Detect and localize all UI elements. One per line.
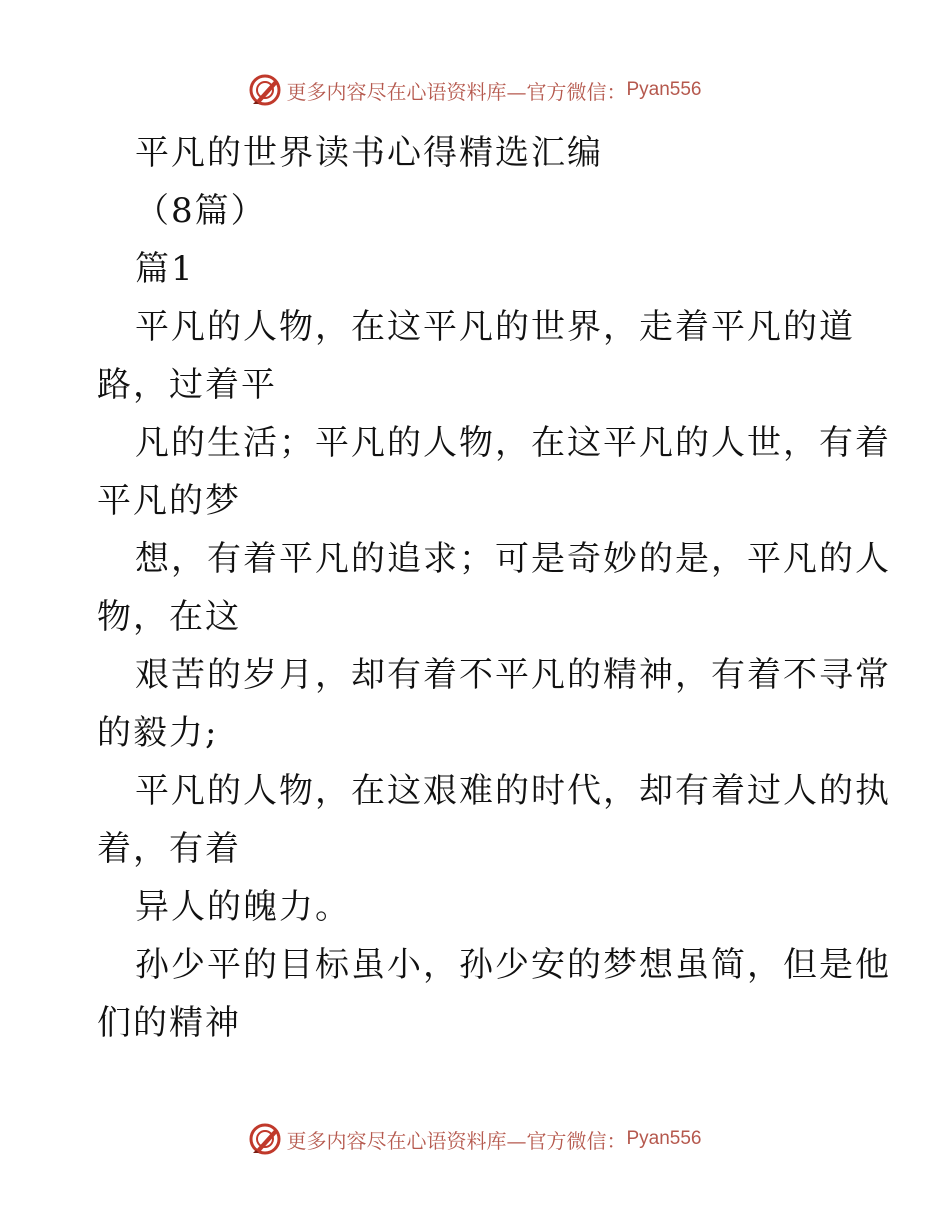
paragraph-line: 的毅力; (97, 713, 219, 753)
paragraph-line: 平凡的人物，在这平凡的世界，走着平凡的道 (135, 307, 855, 347)
header-banner-text: 更多内容尽在心语资料库—官方微信： (286, 79, 627, 104)
footer-wechat-id: Pyan556 (626, 1128, 702, 1149)
paragraph-line: 物，在这 (97, 597, 241, 637)
header-banner (0, 70, 950, 110)
paragraph-line: 凡的生活；平凡的人物，在这平凡的人世，有着 (135, 423, 891, 463)
paragraph-line: 平凡的人物，在这艰难的时代，却有着过人的执 (135, 771, 891, 811)
paragraph-line: 路，过着平 (97, 365, 277, 405)
paragraph-line: 着，有着 (97, 829, 241, 869)
doc-subtitle: （8篇） (135, 191, 267, 231)
paragraph-line: 想，有着平凡的追求；可是奇妙的是，平凡的人 (135, 539, 891, 579)
footer-banner (0, 1119, 950, 1159)
paragraph-line: 孙少平的目标虽小，孙少安的梦想虽简，但是他 (135, 945, 891, 985)
pen-logo-icon (248, 73, 282, 107)
paragraph-line: 平凡的梦 (97, 481, 241, 521)
paragraph-line: 们的精神 (97, 1003, 241, 1043)
pen-logo-icon (248, 1122, 282, 1156)
section-heading: 篇1 (135, 249, 195, 289)
paragraph-line: 艰苦的岁月，却有着不平凡的精神，有着不寻常 (135, 655, 891, 695)
paragraph-line: 异人的魄力。 (135, 887, 351, 927)
header-wechat-id: Pyan556 (626, 79, 702, 100)
footer-banner-text: 更多内容尽在心语资料库—官方微信： (286, 1128, 627, 1153)
doc-title: 平凡的世界读书心得精选汇编 (135, 133, 603, 173)
document-body (97, 124, 891, 1052)
